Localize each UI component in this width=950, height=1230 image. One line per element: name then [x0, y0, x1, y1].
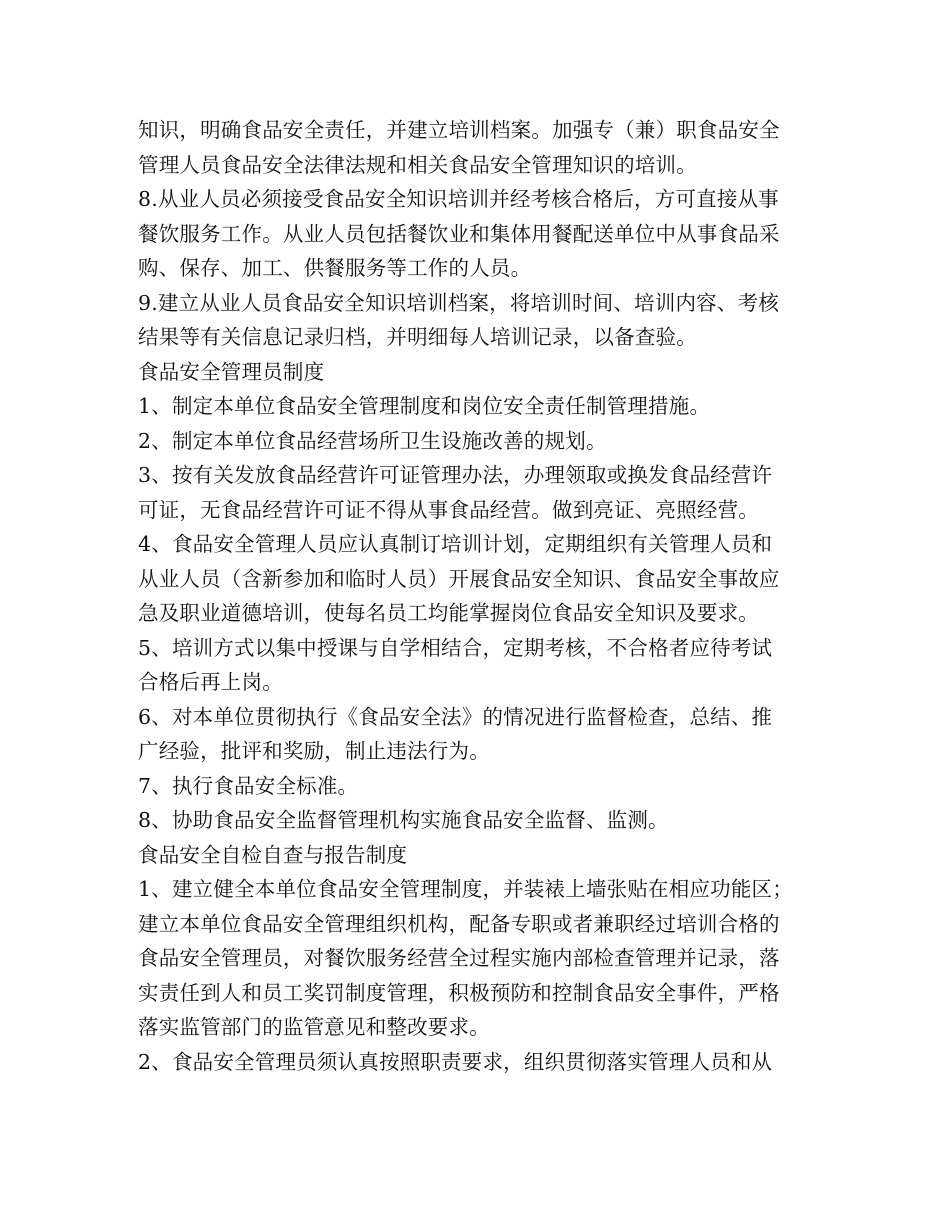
text-line: 建立本单位食品安全管理组织机构，配备专职或者兼职经过培训合格的 — [138, 911, 780, 936]
text-line: 2、制定本单位食品经营场所卫生设施改善的规划。 — [138, 428, 607, 453]
section-heading: 食品安全管理员制度 — [138, 359, 325, 384]
text-line: 5、培训方式以集中授课与自学相结合，定期考核，不合格者应待考试 — [138, 635, 773, 660]
text-line: 餐饮服务工作。从业人员包括餐饮业和集体用餐配送单位中从事食品采 — [138, 221, 780, 246]
text-line: 6、对本单位贯彻执行《食品安全法》的情况进行监督检查，总结、推 — [138, 704, 773, 729]
document-body — [138, 113, 828, 1079]
text-line: 7、执行食品安全标准。 — [138, 773, 359, 798]
text-line: 1、建立健全本单位食品安全管理制度，并装裱上墙张贴在相应功能区； — [138, 877, 793, 901]
text-line: 知识，明确食品安全责任，并建立培训档案。加强专（兼）职食品安全 — [138, 118, 780, 142]
text-line: 合格后再上岗。 — [138, 670, 283, 694]
text-line: 可证，无食品经营许可证不得从事食品经营。做到亮证、亮照经营。 — [138, 497, 759, 522]
text-line: 结果等有关信息记录归档，并明细每人培训记录，以备查验。 — [138, 325, 697, 349]
text-line: 急及职业道德培训，使每名员工均能掌握岗位食品安全知识及要求。 — [138, 601, 759, 625]
text-line: 2、食品安全管理员须认真按照职责要求，组织贯彻落实管理人员和从 — [138, 1049, 773, 1074]
text-line: 广经验，批评和奖励，制止违法行为。 — [138, 739, 490, 763]
text-line: 从业人员（含新参加和临时人员）开展食品安全知识、食品安全事故应 — [138, 566, 780, 591]
text-line: 购、保存、加工、供餐服务等工作的人员。 — [138, 256, 532, 280]
text-line: 4、食品安全管理人员应认真制订培训计划，定期组织有关管理人员和 — [138, 532, 773, 556]
text-line: 9.建立从业人员食品安全知识培训档案，将培训时间、培训内容、考核 — [138, 290, 779, 315]
text-line: 3、按有关发放食品经营许可证管理办法，办理领取或换发食品经营许 — [138, 463, 773, 487]
text-line: 1、制定本单位食品安全管理制度和岗位安全责任制管理措施。 — [138, 394, 711, 418]
text-line: 食品安全管理员，对餐饮服务经营全过程实施内部检查管理并记录，落 — [138, 946, 780, 970]
text-line: 8.从业人员必须接受食品安全知识培训并经考核合格后，方可直接从事 — [138, 187, 779, 211]
section-heading: 食品安全自检自查与报告制度 — [138, 842, 408, 867]
text-line: 落实监管部门的监管意见和整改要求。 — [138, 1015, 490, 1039]
text-line: 8、协助食品安全监督管理机构实施食品安全监督、监测。 — [138, 808, 669, 832]
text-line: 实责任到人和员工奖罚制度管理，积极预防和控制食品安全事件，严格 — [138, 980, 780, 1005]
text-line: 管理人员食品安全法律法规和相关食品安全管理知识的培训。 — [138, 152, 697, 177]
